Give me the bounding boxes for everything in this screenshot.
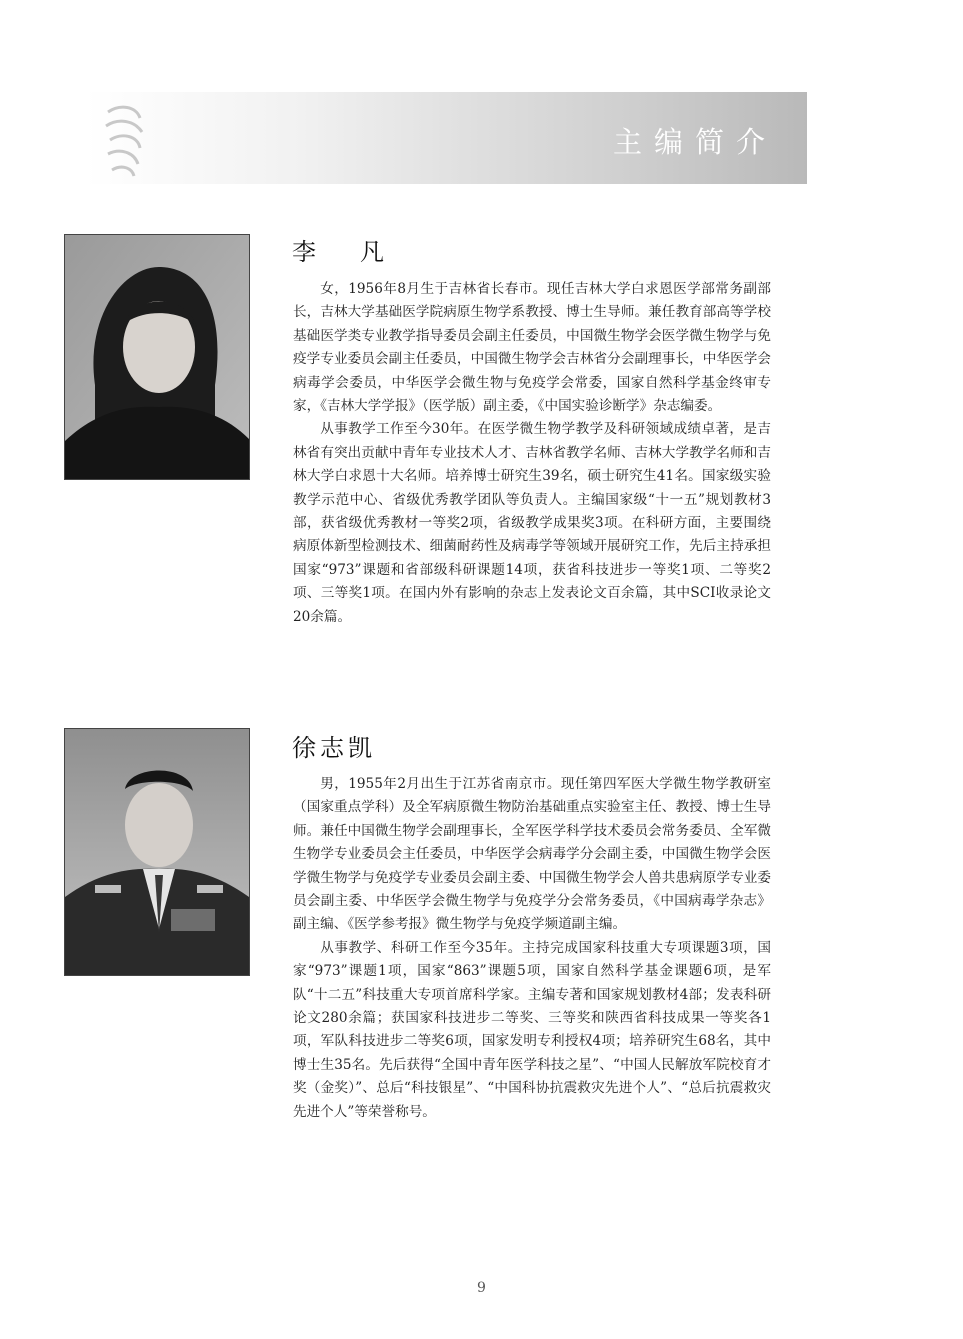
editor-name: 李 凡 [292, 238, 394, 266]
portrait-photo-editor-1 [64, 234, 250, 480]
decorative-ornament-icon [100, 100, 150, 180]
header-band [86, 92, 807, 184]
section-title: 主编简介 [612, 125, 777, 159]
bio-paragraph: 从事教学、科研工作至今35年。主持完成国家科技重大专项课题3项，国家“973”课题1项，国家“863”课题5项，国家自然科学基金课题6项，是军队“十二五”科技重大专项首席科学家。主编专著和国家规划教材4部；发表科研论文280余篇；获国家科技进步二等奖、三等奖和陕西省科技成果一等奖各1项，军队科技进步二等奖6项，国家发明专利授权4项；培养研究生68名，其中博士生35名。先后获得“全国中青年医学科技之星”、“中国人民解放军院校育才奖（金奖）”、总后“科技银星”、“中国科协抗震救灾先进个人”、“总后抗震救灾先进个人”等荣誉称号。 [293, 939, 771, 1120]
page-number: 9 [477, 1280, 486, 1296]
editor-bio [293, 278, 771, 629]
bio-paragraph: 男，1955年2月出生于江苏省南京市。现任第四军医大学微生物学教研室（国家重点学科）及全军病原微生物防治基础重点实验室主任、教授、博士生导师。兼任中国微生物学会副理事长，全军医学科学技术委员会常务委员、全军微生物学专业委员会主任委员，中华医学会病毒学分会副主委，中国微生物学会医学微生物学与免疫学专业委员会副主委、中国微生物学会人兽共患病原学专业委员会副主委、中华医学会微生物学与免疫学分会常务委员，《中国病毒学杂志》副主编、《医学参考报》微生物学与免疫学频道副主编。 [293, 776, 771, 933]
bio-paragraph: 从事教学工作至今30年。在医学微生物学教学及科研领域成绩卓著，是吉林省有突出贡献中青年专业技术人才、吉林省教学名师、吉林大学教学名师和吉林大学白求恩十大名师。培养博士研究生39名，硕士研究生41名。国家级实验教学示范中心、省级优秀教学团队等负责人。主编国家级“十一五”规划教材3部，获省级优秀教材一等奖2项，省级教学成果奖3项。在科研方面，主要围绕病原体新型检测技术、细菌耐药性及病毒学等领域开展研究工作，先后主持承担国家“973”课题和省部级科研课题14项，获省科技进步一等奖1项、二等奖2项、三等奖1项。在国内外有影响的杂志上发表论文百余篇，其中SCI收录论文20余篇。 [293, 421, 771, 625]
editor-name: 徐志凯 [292, 734, 376, 762]
portrait-photo-editor-2 [64, 728, 250, 976]
bio-paragraph: 女，1956年8月生于吉林省长春市。现任吉林大学白求恩医学部常务副部长，吉林大学基础医学院病原生物学系教授、博士生导师。兼任教育部高等学校基础医学类专业教学指导委员会副主任委员，中国微生物学会医学微生物学与免疫学专业委员会副主任委员，中国微生物学会吉林省分会副理事长，中华医学会病毒学会委员，中华医学会微生物与免疫学会常委，国家自然科学基金终审专家，《吉林大学学报》（医学版）副主委，《中国实验诊断学》杂志编委。 [293, 281, 771, 415]
editor-bio [293, 773, 771, 1124]
